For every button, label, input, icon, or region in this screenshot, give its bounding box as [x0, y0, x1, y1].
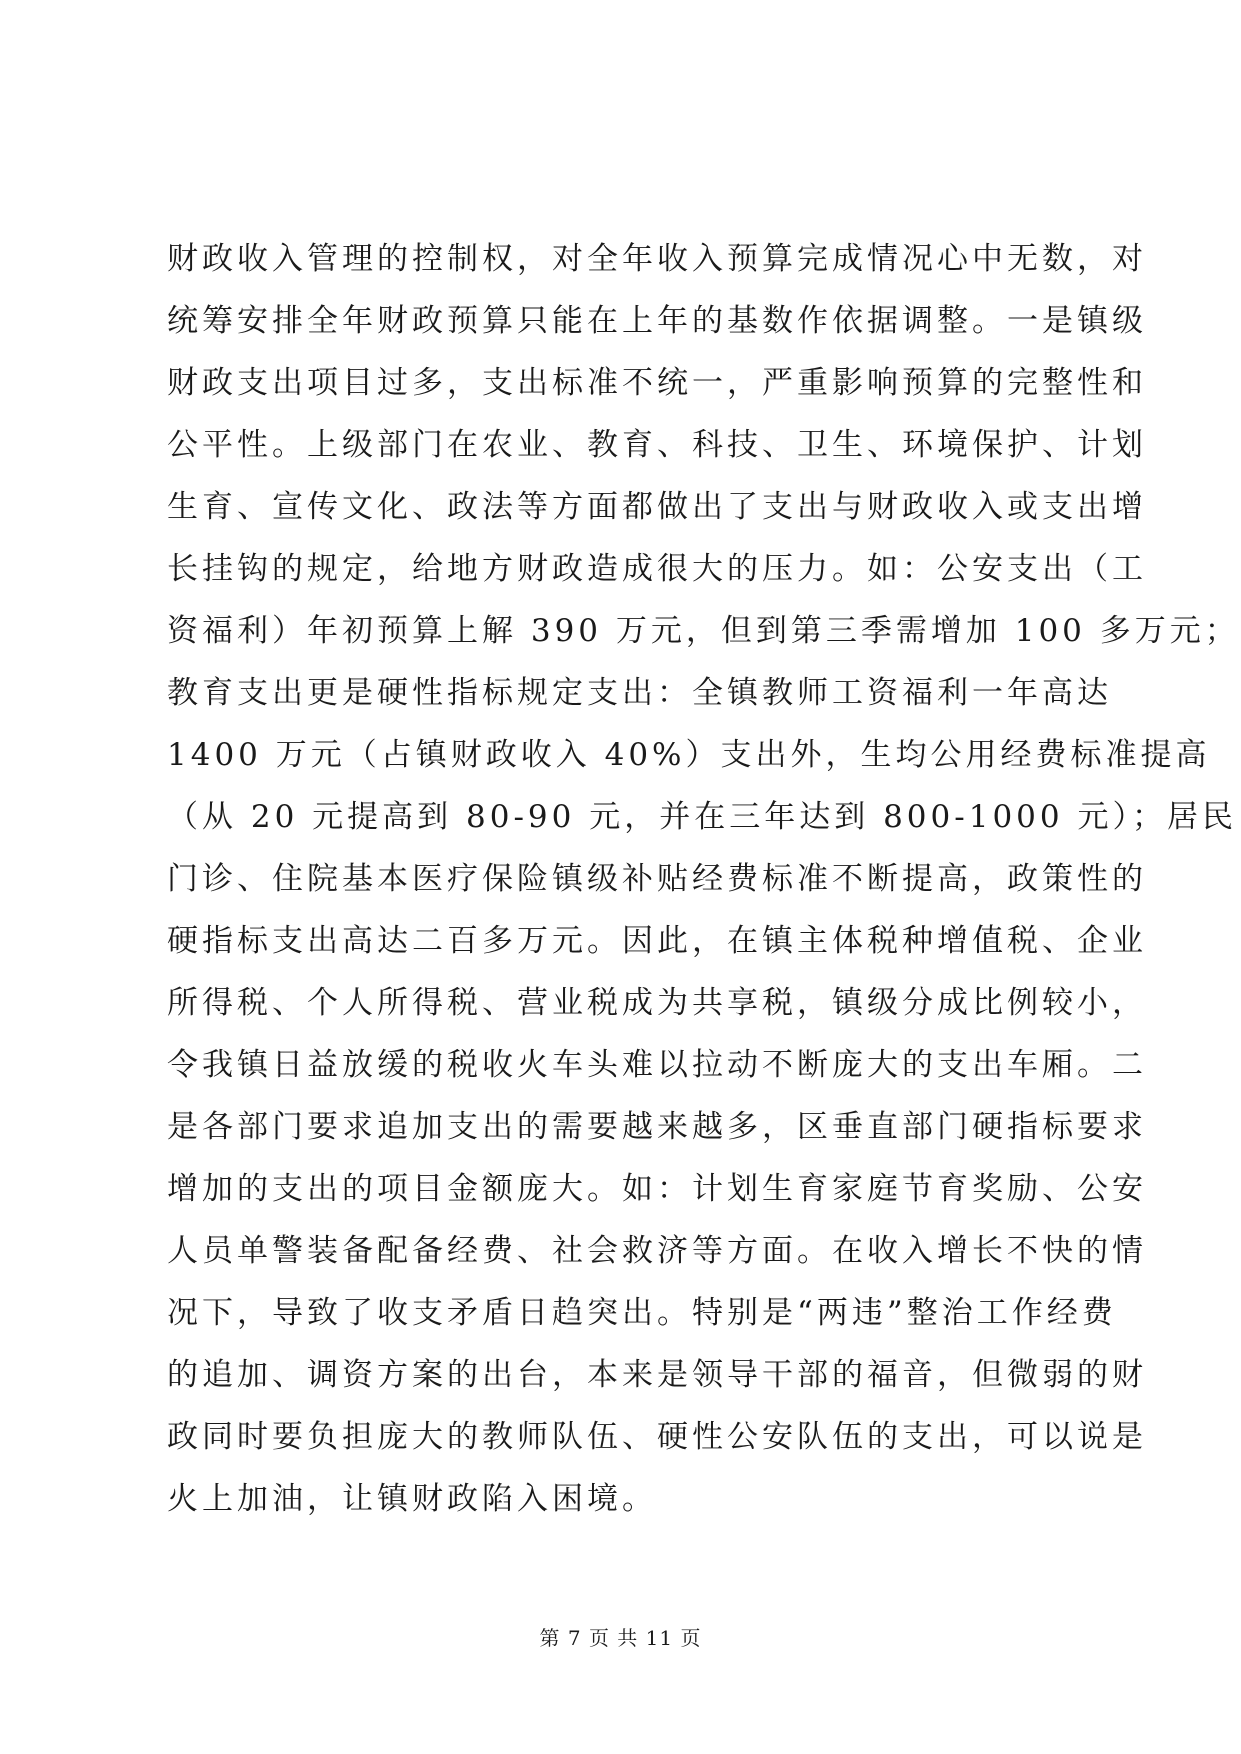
text-line: 生育、宣传文化、政法等方面都做出了支出与财政收入或支出增 — [167, 489, 1147, 525]
text-line: 教育支出更是硬性指标规定支出：全镇教师工资福利一年高达 — [167, 675, 1112, 711]
text-line: 是各部门要求追加支出的需要越来越多，区垂直部门硬指标要求 — [167, 1109, 1147, 1145]
text-line: 政同时要负担庞大的教师队伍、硬性公安队伍的支出，可以说是 — [167, 1419, 1147, 1455]
text-line: 财政收入管理的控制权，对全年收入预算完成情况心中无数，对 — [167, 241, 1147, 277]
text-line: 门诊、住院基本医疗保险镇级补贴经费标准不断提高，政策性的 — [167, 861, 1147, 897]
text-line: 资福利）年初预算上解 390 万元，但到第三季需增加 100 多万元； — [167, 613, 1240, 649]
text-line: 令我镇日益放缓的税收火车头难以拉动不断庞大的支出车厢。二 — [167, 1047, 1147, 1083]
text-line: 所得税、个人所得税、营业税成为共享税，镇级分成比例较小， — [167, 985, 1147, 1021]
text-line: 公平性。上级部门在农业、教育、科技、卫生、环境保护、计划 — [167, 427, 1147, 463]
text-line: 的追加、调资方案的出台，本来是领导干部的福音，但微弱的财 — [167, 1357, 1147, 1393]
page-footer: 第 7 页 共 11 页 — [539, 1626, 702, 1650]
text-line: 增加的支出的项目金额庞大。如：计划生育家庭节育奖励、公安 — [167, 1171, 1147, 1207]
text-line: （从 20 元提高到 80-90 元，并在三年达到 800-1000 元）；居民 — [167, 799, 1237, 835]
text-line: 火上加油，让镇财政陷入困境。 — [167, 1481, 657, 1517]
text-line: 硬指标支出高达二百多万元。因此，在镇主体税种增值税、企业 — [167, 923, 1147, 959]
text-line: 长挂钩的规定，给地方财政造成很大的压力。如：公安支出（工 — [167, 551, 1147, 587]
body-text — [167, 228, 1240, 1530]
text-line: 人员单警装备配备经费、社会救济等方面。在收入增长不快的情 — [167, 1233, 1147, 1269]
text-line: 况下，导致了收支矛盾日趋突出。特别是“两违”整治工作经费 — [167, 1295, 1117, 1331]
text-line: 统筹安排全年财政预算只能在上年的基数作依据调整。一是镇级 — [167, 303, 1147, 339]
text-line: 1400 万元（占镇财政收入 40%）支出外，生均公用经费标准提高 — [167, 737, 1211, 773]
text-line: 财政支出项目过多，支出标准不统一，严重影响预算的完整性和 — [167, 365, 1147, 401]
